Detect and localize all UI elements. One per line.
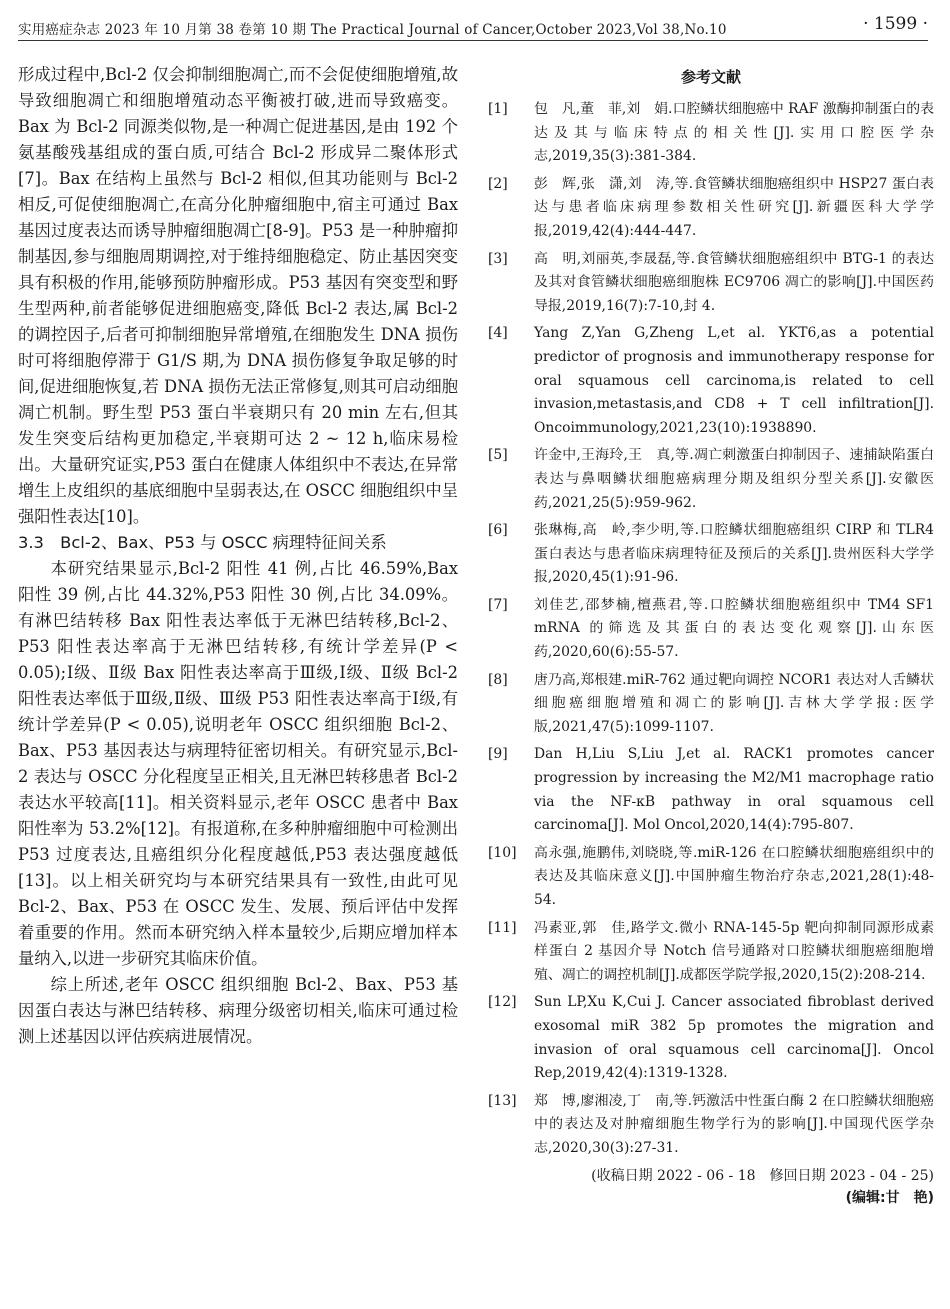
reference-item: [488, 98, 934, 169]
reference-number: [10]: [488, 844, 517, 861]
reference-text: 唐乃高,郑根建.miR-762 通过靶向调控 NCOR1 表达对人舌鳞状细胞癌细胞增殖和凋亡的影响[J].吉林大学学报:医学版,2021,47(5):1099-1107.: [534, 671, 934, 735]
reference-item: [488, 322, 934, 440]
reference-number: [4]: [488, 325, 508, 342]
reference-number: [1]: [488, 101, 508, 117]
reference-item: [488, 842, 934, 913]
reference-text: 许金中,王海玲,王 真,等.凋亡刺激蛋白抑制因子、速捕缺陷蛋白表达与鼻咽鳞状细胞癌病理分期及组织分型关系[J].安徽医药,2021,25(5):959-962.: [534, 447, 934, 511]
reference-text: 彭 辉,张 潇,刘 涛,等.食管鳞状细胞癌组织中 HSP27 蛋白表达与患者临床病理参数相关性研究[J].新疆医科大学学报,2019,42(4):444-447.: [534, 175, 934, 239]
reference-number: [2]: [488, 175, 508, 192]
reference-text: 包 凡,董 菲,刘 娟.口腔鳞状细胞癌中 RAF 激酶抑制蛋白的表达及其与临床特点的相关性[J].实用口腔医学杂志,2019,35(3):381-384.: [534, 101, 934, 165]
reference-number: [12]: [488, 994, 517, 1011]
reference-text: Yang Z,Yan G,Zheng L,et al. YKT6,as a potential predictor of prognosis and immunotherapy response for oral squamous cell carcinoma,is related to cell invasion,metastasis,and CD8 + T cell infiltration[J]. Oncoimmunology,2021,23(10):1938890.: [534, 325, 934, 436]
references-column: [488, 62, 934, 1209]
reference-item: [488, 743, 934, 837]
section-heading-3-3: 3.3 Bcl-2、Bax、P53 与 OSCC 病理特征间关系: [18, 533, 387, 552]
reference-number: [8]: [488, 671, 508, 688]
reference-number: [11]: [488, 919, 517, 936]
reference-item: [488, 991, 934, 1085]
reference-number: [3]: [488, 250, 508, 267]
references-title: 参考文献: [680, 68, 741, 86]
reference-text: 刘佳艺,邵梦楠,檀燕君,等.口腔鳞状细胞癌组织中 TM4 SF1 mRNA 的筛选及其蛋白的表达变化观察[J].山东医药,2020,60(6):55-57.: [534, 596, 934, 661]
reference-text: Sun LP,Xu K,Cui J. Cancer associated fibroblast derived exosomal miR 382 5p promotes the migration and invasion of oral squamous cell carcinoma[J]. Oncol Rep,2019,42(4):1319-1328.: [534, 994, 934, 1082]
body-paragraph-conclusion: 综上所述,老年 OSCC 组织细胞 Bcl-2、Bax、P53 基因蛋白表达与淋巴结转移、病理分级密切相关,临床可通过检测上述基因以评估疾病进展情况。: [18, 975, 458, 1046]
running-header: [18, 14, 928, 41]
reference-item: [488, 444, 934, 515]
reference-list: [488, 98, 934, 1161]
reference-text: 冯素亚,郭 佳,路学文.微小 RNA-145-5p 靶向抑制同源形成素样蛋白 2 基因介导 Notch 信号通路对口腔鳞状细胞癌细胞增殖、凋亡的调控机制[J].成都医学院学报,2020,15(2):208-214.: [534, 919, 934, 983]
body-paragraph-2: 本研究结果显示,Bcl-2 阳性 41 例,占比 46.59%,Bax 阳性 39 例,占比 44.32%,P53 阳性 30 例,占比 34.09%。有淋巴结转移 Bax 阳性表达率低于无淋巴结转移,Bcl-2、P53 阳性表达率高于无淋巴结转移,有统计学差异(P < 0.05);Ⅰ级、Ⅱ级 Bax 阳性表达率高于Ⅲ级,Ⅰ级、Ⅱ级 Bcl-2 阳性表达率低于Ⅲ级,Ⅱ级、Ⅲ级 P53 阳性表达率高于Ⅰ级,有统计学差异(P < 0.05),说明老年 OSCC 组织细胞 Bcl-2、Bax、P53 基因表达与病理特征密切相关。有研究显示,Bcl-2 表达与 OSCC 分化程度呈正相关,且无淋巴转移患者 Bcl-2 表达水平较高[11]。相关资料显示,老年 OSCC 患者中 Bax 阳性率为 53.2%[12]。有报道称,在多种肿瘤细胞中可检测出 P53 过度表达,且癌组织分化程度越低,P53 表达强度越低[13]。以上相关研究均与本研究结果具有一致性,由此可见 Bcl-2、Bax、P53 在 OSCC 发生、发展、预后评估中发挥着重要的作用。然而本研究纳入样本量较少,后期应增加样本量纳入,以进一步研究其临床价值。: [18, 559, 458, 968]
reference-item: [488, 594, 934, 665]
reference-number: [5]: [488, 447, 508, 464]
editor-credit: (编辑:甘 艳): [845, 1189, 934, 1206]
reference-item: [488, 669, 934, 740]
reference-item: [488, 519, 934, 590]
page-number: · 1599 ·: [863, 14, 928, 34]
reference-item: [488, 917, 934, 988]
reference-text: 高永强,施鹏伟,刘晓晓,等.miR-126 在口腔鳞状细胞癌组织中的表达及其临床意义[J].中国肿瘤生物治疗杂志,2021,28(1):48-54.: [534, 844, 934, 908]
reference-number: [13]: [488, 1092, 517, 1109]
reference-item: [488, 1090, 934, 1161]
reference-item: [488, 248, 934, 319]
reference-text: Dan H,Liu S,Liu J,et al. RACK1 promotes cancer progression by increasing the M2/M1 macrophage ratio via the NF-κB pathway in oral squamous cell carcinoma[J]. Mol Oncol,2020,14(4):795-807.: [534, 746, 934, 834]
journal-info: 实用癌症杂志 2023 年 10 月第 38 卷第 10 期 The Practical Journal of Cancer,October 2023,Vol 38,No.10: [18, 22, 727, 38]
reference-text: 郑 博,廖湘凌,丁 南,等.钙激活中性蛋白酶 2 在口腔鳞状细胞癌中的表达及对肿瘤细胞生物学行为的影响[J].中国现代医学杂志,2020,30(3):27-31.: [534, 1092, 934, 1156]
reference-item: [488, 173, 934, 244]
body-paragraph-1: 形成过程中,Bcl-2 仅会抑制细胞凋亡,而不会促使细胞增殖,故导致细胞凋亡和细胞增殖动态平衡被打破,进而导致癌变。Bax 为 Bcl-2 同源类似物,是一种凋亡促进基因,是由 192 个氨基酸残基组成的蛋白质,可结合 Bcl-2 形成异二聚体形式[7]。Bax 在结构上虽然与 Bcl-2 相似,但其功能则与 Bcl-2 相反,可促使细胞凋亡,在高分化肿瘤细胞中,宿主可通过 Bax 基因过度表达而诱导肿瘤细胞凋亡[8-9]。P53 是一种肿瘤抑制基因,参与细胞周期调控,对于维持细胞稳定、防止基因突变具有积极的作用,能够预防肿瘤形成。P53 基因有突变型和野生型两种,前者能够促进细胞癌变,降低 Bcl-2 表达,属 Bcl-2 的调控因子,后者可抑制细胞异常增殖,在细胞发生 DNA 损伤时可将细胞停滞于 G1/S 期,为 DNA 损伤修复争取足够的时间,促进细胞恢复,若 DNA 损伤无法正常修复,则其可启动细胞凋亡机制。野生型 P53 蛋白半衰期只有 20 min 左右,但其发生突变后结构更加稳定,半衰期可达 2 ~ 12 h,临床易检出。大量研究证实,P53 蛋白在健康人体组织中不表达,在异常增生上皮组织的基底细胞中呈弱表达,在 OSCC 细胞组织中呈强阳性表达[10]。: [18, 65, 458, 526]
reference-number: [7]: [488, 596, 508, 613]
reference-text: 张琳梅,高 岭,李少明,等.口腔鳞状细胞癌组织 CIRP 和 TLR4 蛋白表达与患者临床病理特征及预后的关系[J].贵州医科大学学报,2020,45(1):91-96.: [534, 522, 934, 586]
left-column: [18, 62, 458, 1050]
reference-text: 高 明,刘丽英,李晟磊,等.食管鳞状细胞癌组织中 BTG-1 的表达及其对食管鳞状细胞癌细胞株 EC9706 凋亡的影响[J].中国医药导报,2019,16(7):7-10,封 4.: [534, 250, 934, 314]
received-revised-dates: (收稿日期 2022 - 06 - 18 修回日期 2023 - 04 - 25): [591, 1167, 934, 1184]
reference-number: [6]: [488, 522, 508, 539]
reference-number: [9]: [488, 746, 508, 763]
